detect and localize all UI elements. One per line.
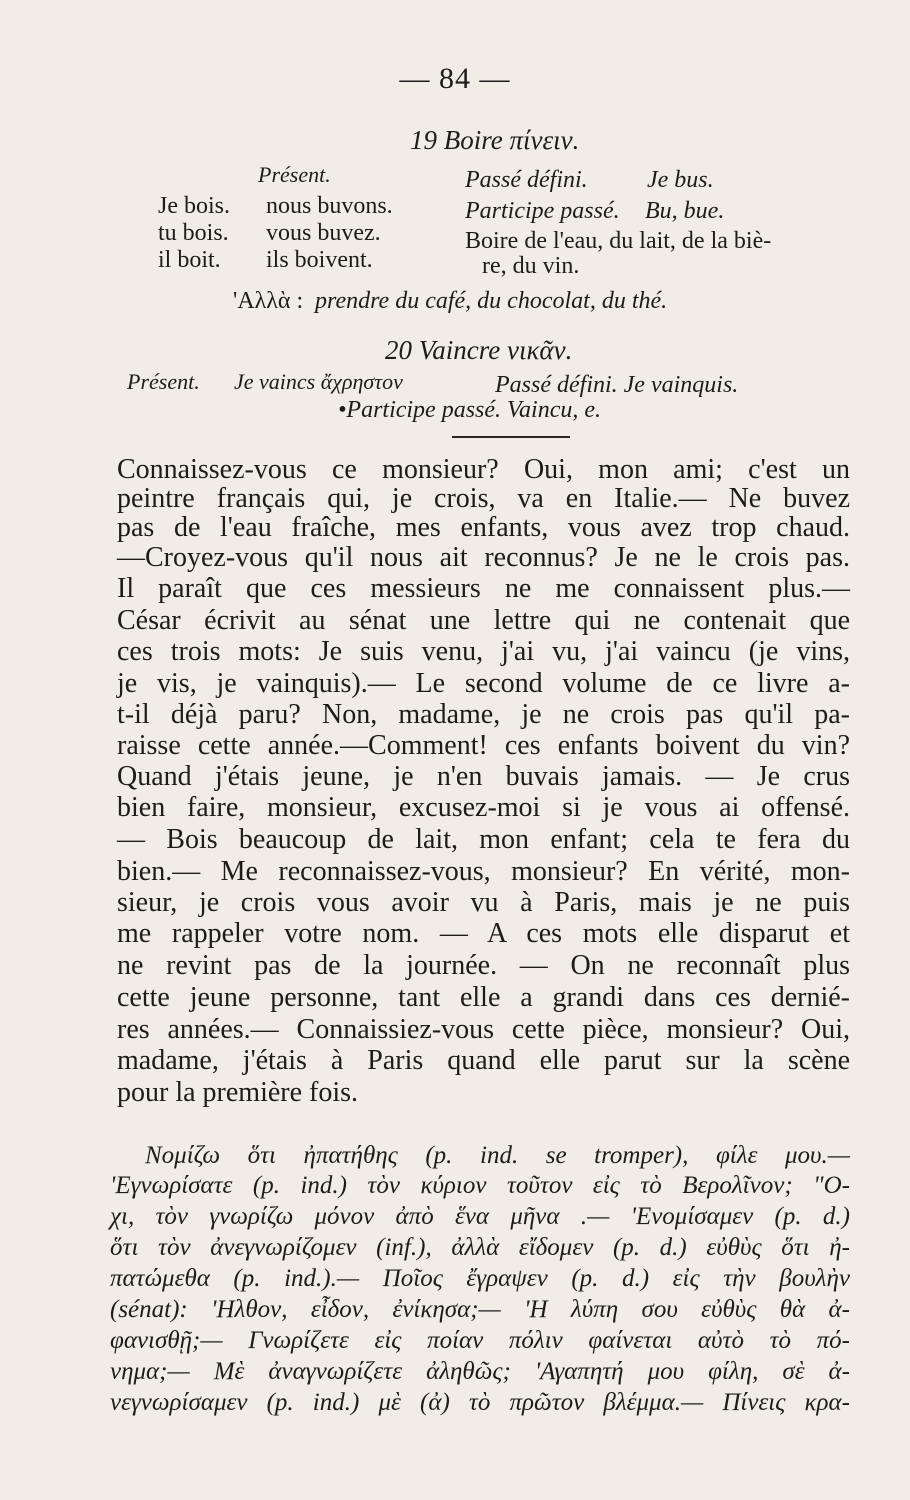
text-line: t-il déjà paru? Non, madame, je ne crois pas qu'il pa-	[117, 699, 850, 730]
text-line: bien.— Me reconnaissez-vous, monsieur? En vérité, mon-	[117, 856, 850, 887]
text-line: pas de l'eau fraîche, mes enfants, vous avez trop chaud.	[117, 512, 850, 543]
text-line: je vis, je vainquis).— Le second volume de ce livre a-	[117, 668, 850, 699]
section-divider	[452, 436, 570, 438]
conj-plural-2: vous buvez.	[266, 220, 381, 246]
conj-plural-1: nous buvons.	[266, 193, 393, 219]
text-line: raisse cette année.—Comment! ces enfants boivent du vin?	[117, 730, 850, 761]
page-number: — 84 —	[399, 62, 511, 95]
greek-line: χι, τὸν γνωρίζω μόνον ἀπὸ ἕνα μῆνα .— 'Ενομίσαμεν (p. d.)	[110, 1203, 850, 1230]
text-line: pour la première fois.	[117, 1077, 359, 1108]
example-line-2: re, du vin.	[482, 253, 580, 279]
passe-defini-20: Passé défini. Je vainquis.	[495, 372, 739, 398]
participe-label: Participe passé.	[465, 198, 620, 224]
text-line: César écrivit au sénat une lettre qui ne contenait que	[117, 605, 850, 636]
greek-line: νεγνωρίσαμεν (p. ind.) μὲ (ἀ) τὸ πρῶτον βλέμμα.— Πίνεις κρα-	[110, 1389, 850, 1416]
alla-label: 'Αλλὰ :	[233, 288, 304, 314]
participe-value: Bu, bue.	[645, 198, 725, 224]
present-header: Présent.	[258, 162, 331, 187]
greek-line: ὅτι τὸν ἀνεγνωρίζομεν (inf.), ἀλλὰ εἴδομεν (p. d.) εὐθὺς ὅτι ἠ-	[110, 1234, 850, 1261]
greek-line: πατώμεθα (p. ind.).— Ποῖος ἔγραψεν (p. d.) εἰς τὴν βουλὴν	[110, 1265, 850, 1292]
text-line: sieur, je crois vous avoir vu à Paris, mais je ne puis	[117, 887, 850, 918]
section-20-title: 20 Vaincre νικᾶν.	[385, 335, 573, 365]
conj-singular-2: tu bois.	[158, 220, 229, 246]
passe-defini-value: Je bus.	[647, 167, 714, 193]
text-line: — Bois beaucoup de lait, mon enfant; cela te fera du	[117, 824, 850, 855]
text-line: ces trois mots: Je suis venu, j'ai vu, j'ai vaincu (je vins,	[117, 636, 850, 667]
greek-line: νημα;— Μὲ ἀναγνωρίζετε ἀληθῶς; 'Αγαπητή μου φίλη, σὲ ἀ-	[110, 1358, 850, 1385]
text-line: ne revint pas de la journée. — On ne reconnaît plus	[117, 950, 850, 981]
text-line: —Croyez-vous qu'il nous ait reconnus? Je ne le crois pas.	[117, 542, 850, 573]
example-line-1: Boire de l'eau, du lait, de la biè-	[465, 228, 772, 254]
text-line: me rappeler votre nom. — A ces mots elle disparut et	[117, 918, 850, 949]
conj-plural-3: ils boivent.	[266, 247, 373, 273]
participe-20: •Participe passé. Vaincu, e.	[338, 397, 602, 423]
passe-defini-label: Passé défini.	[465, 167, 588, 193]
greek-line: (sénat): 'Ηλθον, εἶδον, ἐνίκησα;— 'Η λύπη σου εὐθὺς θὰ ἀ-	[110, 1296, 850, 1323]
alla-text: prendre du café, du chocolat, du thé.	[315, 288, 668, 314]
section-19-title: 19 Boire πίνειν.	[410, 125, 580, 155]
present-20-value: Je vaincs ἄχρηστον	[234, 369, 403, 394]
greek-line: φανισθῇ;— Γνωρίζετε εἰς ποίαν πόλιν φαίνεται αὐτὸ τὸ πό-	[110, 1327, 850, 1354]
conj-singular-3: il boit.	[158, 247, 221, 273]
greek-line: Νομίζω ὅτι ἠπατήθης (p. ind. se tromper), φίλε μου.—	[145, 1142, 850, 1169]
text-line: madame, j'étais à Paris quand elle parut sur la scène	[117, 1045, 850, 1076]
text-line: bien faire, monsieur, excusez-moi si je vous ai offensé.	[117, 792, 850, 823]
text-line: Connaissez-vous ce monsieur? Oui, mon ami; c'est un	[117, 454, 850, 485]
greek-line: 'Εγνωρίσατε (p. ind.) τὸν κύριον τοῦτον εἰς τὸ Βερολῖνον; "Ο-	[110, 1172, 850, 1199]
text-line: cette jeune personne, tant elle a grandi dans ces dernié-	[117, 982, 850, 1013]
text-line: res années.— Connaissiez-vous cette pièce, monsieur? Oui,	[117, 1014, 850, 1045]
present-20-label: Présent.	[127, 369, 200, 394]
conj-singular-1: Je bois.	[158, 193, 230, 219]
text-line: peintre français qui, je crois, va en Italie.— Ne buvez	[117, 483, 850, 514]
text-line: Quand j'étais jeune, je n'en buvais jamais. — Je crus	[117, 761, 850, 792]
text-line: Il paraît que ces messieurs ne me connaissent plus.—	[117, 573, 850, 604]
